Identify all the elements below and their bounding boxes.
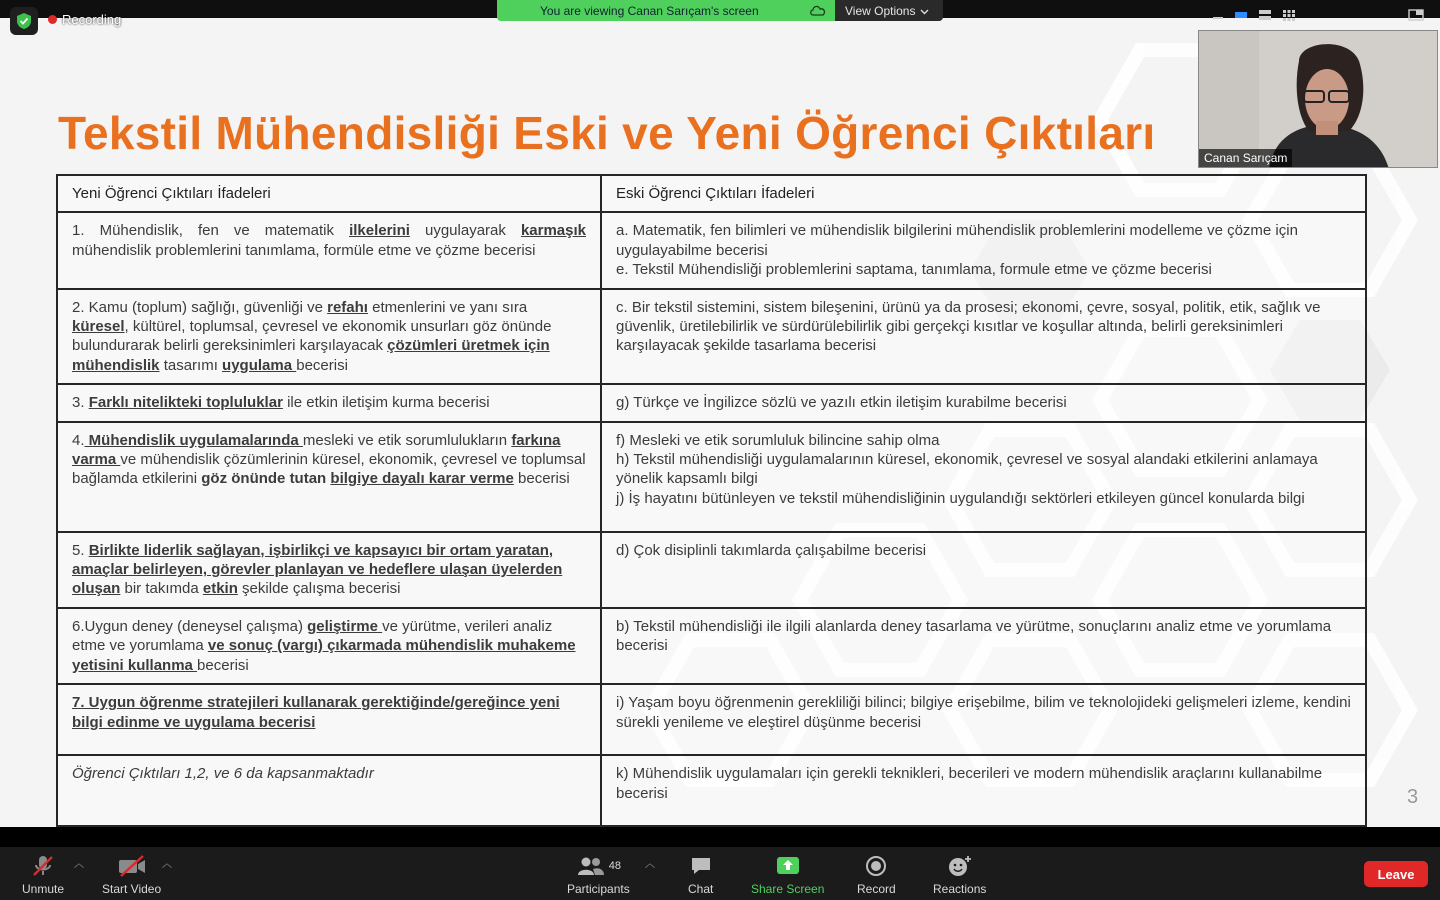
view-options-label: View Options: [845, 3, 916, 18]
chevron-down-icon: [920, 4, 929, 18]
table-row: [57, 684, 1366, 755]
participants-label: Participants: [567, 882, 630, 896]
old-outcome-cell: c. Bir tekstil sistemini, sistem bileşenini, ürünü ya da prosesi; ekonomi, çevre, sosyal, politik, etik, sağlık ve güvenlik, üretilebilirlik ve sürdürülebilirlik gibi gerçekçi kısıtlar ve koşullar altında, belirli gereksinimleri karşılayacak şekilde tasarlama becerisi: [601, 289, 1366, 385]
text-segment: çözümleri üretmek için mühendislik: [72, 337, 550, 374]
chat-icon: [689, 853, 713, 879]
text-segment: Birlikte liderlik sağlayan, işbirlikçi ve kapsayıcı bir ortam yaratan, amaçlar belirleyen, görevler planlayan ve hedeflere ulaşan üyelerden oluşan: [72, 541, 563, 598]
text-segment: ve sonuç (vargı) çıkarmada mühendislik muhakeme yetisini kullanma: [72, 637, 576, 674]
text-segment: uygulama: [222, 356, 297, 374]
text-segment: ile etkin iletişim kurma becerisi: [282, 394, 490, 412]
text-segment: mesleki ve etik sorumlulukların: [302, 431, 512, 449]
new-outcome-cell: [57, 289, 601, 385]
recording-dot-icon: [48, 15, 57, 24]
leave-button[interactable]: Leave: [1364, 861, 1428, 887]
audio-options-chevron-icon[interactable]: ︿: [74, 859, 84, 870]
minimize-icon[interactable]: [1212, 8, 1224, 26]
record-button[interactable]: [857, 853, 896, 896]
video-off-icon: [117, 853, 147, 879]
viewing-banner-text: You are viewing Canan Sarıçam's screen: [540, 3, 759, 18]
old-outcome-cell: i) Yaşam boyu öğrenmenin gerekliliği bilinci; bilgiye erişebilme, bilim ve teknolojideki gelişmeleri izleme, kendini sürekli yenileme ve eleştirel düşünme becerisi: [601, 684, 1366, 755]
text-segment: karmaşık: [520, 222, 586, 240]
text-line: j) İş hayatını bütünleyen ve tekstil mühendisliğinin uygulandığı sektörleri etkileyen güncel konularda bilgi: [616, 489, 1305, 507]
table-header-row: [57, 175, 1366, 212]
header-new-outcomes: Yeni Öğrenci Çıktıları İfadeleri: [57, 175, 601, 212]
new-outcome-cell: [57, 212, 601, 288]
participant-name: Canan Sarıçam: [1199, 149, 1292, 167]
new-outcome-cell: 7. Uygun öğrenme stratejileri kullanarak gerektiğinde/gereğince yeni bilgi edinme ve uygulama becerisi: [57, 684, 601, 755]
text-segment: , kültürel, toplumsal, çevresel ve ekonomik unsurları göz önünde bulundurarak belirli gereksinimleri karşılayacak: [72, 318, 552, 355]
text-line: h) Tekstil mühendisliği uygulamalarının küresel, ekonomik, çevresel ve sosyal alandaki etkilerini anlamaya yönelik kapsamlı bilgi: [616, 451, 1318, 488]
table-row: [57, 532, 1366, 608]
unmute-button[interactable]: [22, 853, 64, 896]
old-outcome-cell: [601, 212, 1366, 288]
exit-fullscreen-icon[interactable]: [1408, 8, 1424, 26]
participant-video-tile[interactable]: [1198, 30, 1438, 168]
reactions-button[interactable]: [933, 853, 986, 896]
text-segment: şekilde çalışma becerisi: [237, 580, 401, 598]
text-line: f) Mesleki ve etik sorumluluk bilincine sahip olma: [616, 431, 940, 449]
text-segment: becerisi: [197, 656, 249, 674]
viewing-banner: [497, 0, 835, 21]
text-segment: 6.Uygun deney (deneysel çalışma): [72, 617, 308, 635]
new-outcome-cell: [57, 608, 601, 684]
text-segment: ve yürütme, verileri analiz etme ve yorumlama: [72, 617, 553, 655]
table-row: [57, 212, 1366, 288]
view-options-button[interactable]: [835, 0, 943, 21]
old-outcome-cell: [601, 422, 1366, 532]
new-outcome-cell: Öğrenci Çıktıları 1,2, ve 6 da kapsanmaktadır: [57, 755, 601, 826]
participants-button[interactable]: [567, 853, 630, 896]
shield-icon[interactable]: [10, 7, 38, 35]
reactions-icon: [947, 853, 973, 879]
share-screen-icon: [775, 853, 801, 879]
header-old-outcomes: Eski Öğrenci Çıktıları İfadeleri: [601, 175, 1366, 212]
text-segment: becerisi: [513, 470, 570, 488]
recording-label: Recording: [62, 12, 122, 27]
text-segment: Farklı nitelikteki topluluklar: [88, 394, 283, 412]
unmute-label: Unmute: [22, 882, 65, 896]
text-segment: göz önünde tutan: [201, 470, 327, 488]
text-segment: 2. Kamu (toplum) sağlığı, güvenliği ve: [72, 298, 328, 316]
text-segment: refahı: [327, 298, 368, 316]
share-screen-button[interactable]: [751, 853, 824, 896]
share-screen-label: Share Screen: [751, 882, 825, 896]
old-outcome-cell: b) Tekstil mühendisliği ile ilgili alanlarda deney tasarlama ve yürütme, sonuçlarını analiz etme ve yorumlama becerisi: [601, 608, 1366, 684]
start-video-button[interactable]: [102, 853, 161, 896]
strip-view-icon[interactable]: [1258, 8, 1272, 26]
microphone-muted-icon: [30, 853, 56, 879]
text-segment: 1. Mühendislik, fen ve matematik: [72, 222, 350, 240]
text-segment: 5.: [72, 541, 89, 559]
participants-icon: [576, 855, 606, 877]
text-segment: farkına varma: [72, 431, 561, 469]
text-line: a. Matematik, fen bilimleri ve mühendislik bilgilerini mühendislik problemlerini modelleme ve çözme için uygulayabilme becerisi: [616, 222, 1298, 259]
table-row: [57, 384, 1366, 421]
slide-page-number: 3: [1407, 786, 1419, 808]
outcomes-table: [56, 174, 1367, 827]
cloud-icon: [809, 3, 827, 19]
old-outcome-cell: g) Türkçe ve İngilizce sözlü ve yazılı etkin iletişim kurabilme becerisi: [601, 384, 1366, 421]
text-segment: küresel: [72, 318, 125, 336]
text-segment: ve mühendislik çözümlerinin küresel, ekonomik, çevresel ve toplumsal bağlamda etkilerini: [72, 451, 586, 488]
start-video-label: Start Video: [102, 882, 162, 896]
chat-button[interactable]: [688, 853, 713, 896]
meeting-toolbar: [0, 847, 1440, 900]
gallery-view-icon[interactable]: [1282, 8, 1296, 26]
speaker-view-icon[interactable]: [1234, 8, 1248, 26]
layout-controls: [1212, 8, 1296, 26]
reactions-label: Reactions: [933, 882, 987, 896]
record-label: Record: [857, 882, 896, 896]
text-segment: uygulayarak: [409, 222, 521, 240]
screen-bottom-edge: [0, 827, 1440, 847]
text-segment: ilkelerini: [349, 222, 410, 240]
table-row: [57, 755, 1366, 826]
video-options-chevron-icon[interactable]: ︿: [162, 859, 172, 870]
text-segment: tasarımı: [159, 356, 223, 374]
old-outcome-cell: k) Mühendislik uygulamaları için gerekli teknikleri, becerileri ve modern mühendislik araçlarını kullanabilme becerisi: [601, 755, 1366, 826]
table-row: [57, 608, 1366, 684]
participants-options-chevron-icon[interactable]: ︿: [645, 859, 655, 870]
text-segment: bilgiye dayalı karar verme: [330, 470, 514, 488]
slide-title: Tekstil Mühendisliği Eski ve Yeni Öğrenci Çıktıları: [58, 107, 1156, 159]
text-segment: etkin: [202, 580, 238, 598]
text-line: e. Tekstil Mühendisliği problemlerini saptama, tanımlama, formule etme ve çözme becerisi: [616, 261, 1212, 279]
table-row: [57, 289, 1366, 385]
chat-label: Chat: [688, 882, 714, 896]
text-segment: becerisi: [296, 356, 348, 374]
participants-icon-wrap: [576, 853, 621, 879]
text-segment: 3.: [72, 394, 89, 412]
text-segment: etmenlerini ve yanı sıra: [367, 298, 528, 316]
text-segment: 4.: [72, 431, 85, 449]
text-segment: Mühendislik uygulamalarında: [84, 431, 303, 449]
new-outcome-cell: [57, 422, 601, 532]
record-icon: [864, 853, 888, 879]
text-segment: mühendislik problemlerini tanımlama, formüle etme ve çözme becerisi: [72, 241, 536, 259]
participants-count: 48: [608, 860, 621, 872]
text-segment: geliştirme: [307, 617, 383, 635]
table-row: [57, 422, 1366, 532]
text-segment: bir takımda: [120, 580, 203, 598]
old-outcome-cell: d) Çok disiplinli takımlarda çalışabilme becerisi: [601, 532, 1366, 608]
recording-indicator: [48, 12, 121, 27]
new-outcome-cell: [57, 384, 601, 421]
new-outcome-cell: [57, 532, 601, 608]
participant-video-image: [1199, 31, 1438, 168]
